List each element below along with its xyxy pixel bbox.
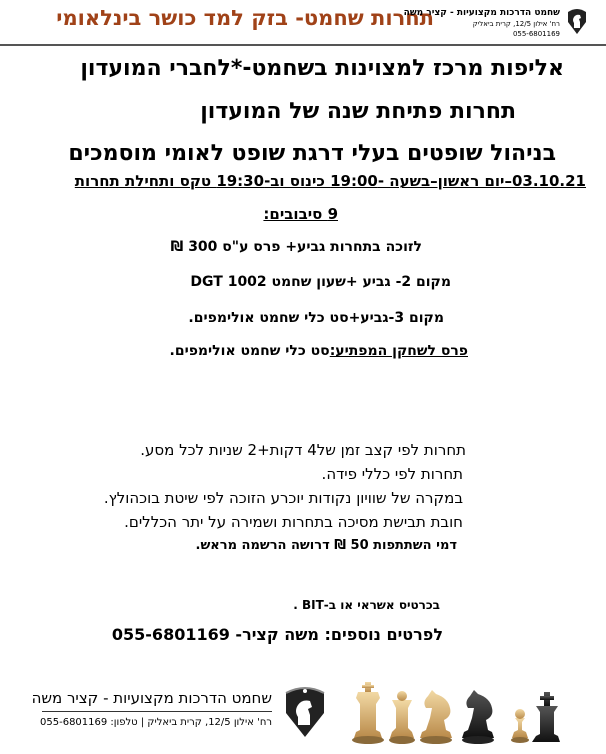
prize-surprise-player — [170, 343, 468, 359]
dark-king-piece — [532, 692, 560, 742]
light-king-piece — [352, 682, 384, 744]
light-knight-piece — [420, 690, 452, 744]
dark-knight-piece — [462, 690, 494, 744]
date-time-line: 03.10.21–יום ראשון–בשעה -19:00 כינוס וב-19:30 טקס ותחילת תחרות — [74, 172, 586, 190]
footer-logo — [31, 683, 330, 743]
rule-entry-fee: דמי השתתפות 50 ₪ דרושה הרשמה מראש. — [195, 538, 457, 553]
light-pawn-piece — [511, 709, 529, 743]
prize-surprise-text: סט כלי שחמט אולימפים. — [169, 343, 330, 359]
header-logo-name: שחמט הדרכות מקצועיות - קציר משה — [403, 8, 560, 18]
footer-logo-divider — [42, 711, 272, 712]
prize-first-place: לזוכה בתחרות גביע+ פרס ע"ס 300 ₪ — [170, 239, 422, 255]
header-logo-address: רח' אילון 12/5, קרית ביאליק — [472, 20, 560, 28]
header-logo — [403, 6, 590, 42]
rule-tiebreak: במקרה של שוויון נקודות יוכרע הזוכה לפי שיטת בוכהולץ. — [103, 489, 463, 507]
prize-second-place: מקום 2- גביע +שעון שחמט DGT 1002 — [190, 274, 451, 290]
footer-logo-name: שחמט הדרכות מקצועיות - קציר משה — [31, 689, 272, 707]
header-logo-phone: 055-6801169 — [512, 30, 560, 38]
light-queen-piece — [389, 691, 415, 744]
headline-opening-tournament: תחרות פתיחת שנה של המועדון — [200, 99, 516, 124]
rule-mask: חובת תבישת מסיכה בתחרות ושמירה על יתר הכללים. — [124, 513, 463, 531]
payment-methods: בכרטיס אשראי או ב-BIT . — [293, 598, 440, 612]
chess-knight-emblem-icon — [564, 6, 590, 36]
chess-knight-emblem-icon — [280, 683, 330, 739]
footer-logo-address: רח' אילון 12/5, קרית ביאליק | טלפון: 055-6801169 — [40, 717, 272, 728]
rule-fide: תחרות לפי כללי פידה. — [321, 465, 463, 483]
header-divider — [0, 44, 606, 46]
header-title: תחרות שחמט- בזק למד כושר בינלאומי — [56, 6, 434, 30]
prize-third-place: מקום 3-גביע+סט כלי שחמט אולימפים. — [188, 310, 444, 326]
headline-championship: אליפות מרכז למצוינות בשחמט-*לחברי המועדון — [80, 56, 564, 81]
prize-surprise-label: פרס לשחקן המפתיע: — [329, 343, 468, 359]
headline-referees: בניהול שופטים בעלי דרגת שופט לאומי מוסמכים — [68, 141, 556, 166]
rounds-count: 9 סיבובים: — [263, 205, 338, 223]
rule-time-control: תחרות לפי קצב זמן של4 דקות+2 שניות לכל מסע. — [140, 441, 466, 459]
chess-pieces-image — [352, 678, 562, 748]
contact-info: לפרטים נוספים: משה קציר- 055-6801169 — [111, 625, 443, 644]
